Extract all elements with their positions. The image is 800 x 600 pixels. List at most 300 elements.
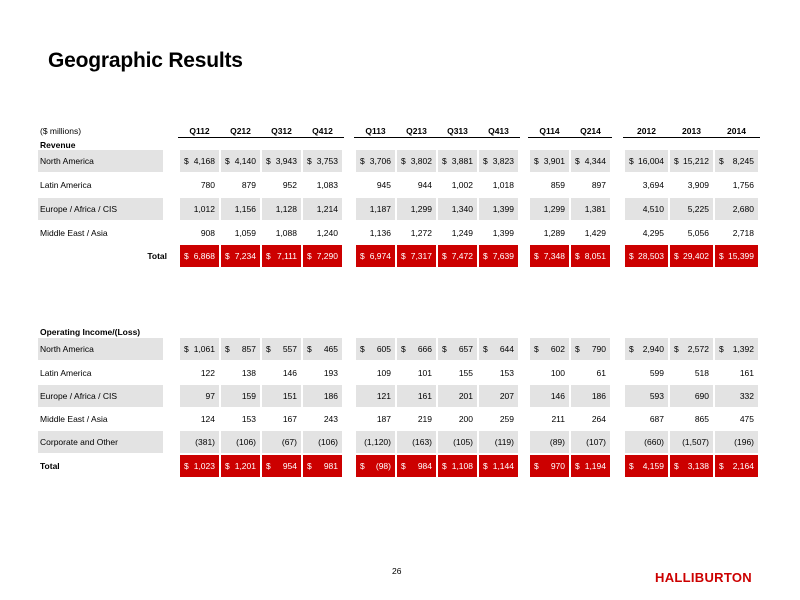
row-label: Europe / Africa / CIS — [40, 204, 118, 214]
cell-value: 332 — [739, 391, 754, 401]
data-cell — [571, 385, 610, 407]
cell-value: 1,012 — [193, 204, 215, 214]
total-cell — [625, 245, 668, 267]
data-cell — [221, 150, 260, 172]
cell-value: 155 — [458, 368, 473, 378]
cell-value: 16,004 — [638, 156, 664, 166]
cell-value: 122 — [200, 368, 215, 378]
cell-value: 465 — [323, 344, 338, 354]
dollar-sign: $ — [184, 461, 189, 471]
total-cell — [715, 245, 758, 267]
cell-value: 599 — [649, 368, 664, 378]
total-cell — [530, 245, 569, 267]
dollar-sign: $ — [307, 461, 312, 471]
column-header: Q413 — [488, 126, 509, 136]
data-cell — [530, 431, 569, 453]
cell-value: 1,429 — [584, 228, 606, 238]
cell-value: 146 — [550, 391, 565, 401]
data-cell — [262, 150, 301, 172]
cell-value: 243 — [323, 414, 338, 424]
data-cell — [625, 362, 668, 384]
data-cell — [262, 431, 301, 453]
cell-value: 2,572 — [687, 344, 709, 354]
data-cell — [262, 338, 301, 360]
cell-value: 518 — [694, 368, 709, 378]
cell-value: 4,344 — [584, 156, 606, 166]
data-cell — [303, 408, 342, 430]
dollar-sign: $ — [442, 251, 447, 261]
total-value: 29,402 — [683, 251, 709, 261]
data-cell — [571, 198, 610, 220]
data-cell — [670, 431, 713, 453]
cell-value: 780 — [200, 180, 215, 190]
cell-value: 1,083 — [316, 180, 338, 190]
column-header: Q412 — [312, 126, 333, 136]
section-heading: Operating Income/(Loss) — [40, 327, 141, 337]
column-header: 2013 — [682, 126, 701, 136]
dollar-sign: $ — [225, 251, 230, 261]
cell-value: 101 — [417, 368, 432, 378]
cell-value: 3,901 — [543, 156, 565, 166]
cell-value: 690 — [694, 391, 709, 401]
dollar-sign: $ — [483, 251, 488, 261]
cell-value: 124 — [200, 414, 215, 424]
total-value: 7,234 — [234, 251, 256, 261]
total-cell — [303, 245, 342, 267]
cell-value: 593 — [649, 391, 664, 401]
data-cell — [715, 385, 758, 407]
cell-value: 1,061 — [193, 344, 215, 354]
row-label: Latin America — [40, 180, 92, 190]
cell-value: 201 — [458, 391, 473, 401]
data-cell — [438, 174, 477, 196]
dollar-sign: $ — [719, 344, 724, 354]
cell-value: 146 — [282, 368, 297, 378]
data-cell — [715, 338, 758, 360]
cell-value: (660) — [644, 437, 664, 447]
data-cell — [180, 362, 219, 384]
cell-value: 644 — [499, 344, 514, 354]
data-cell — [670, 338, 713, 360]
dollar-sign: $ — [184, 156, 189, 166]
data-cell — [356, 408, 395, 430]
cell-value: 945 — [376, 180, 391, 190]
total-value: 981 — [323, 461, 338, 471]
data-cell — [479, 222, 518, 244]
total-cell — [356, 455, 395, 477]
total-cell — [180, 455, 219, 477]
data-cell — [356, 174, 395, 196]
data-cell — [262, 198, 301, 220]
cell-value: 15,212 — [683, 156, 709, 166]
data-cell — [530, 385, 569, 407]
cell-value: (105) — [453, 437, 473, 447]
data-cell — [571, 222, 610, 244]
data-cell — [715, 222, 758, 244]
cell-value: 100 — [550, 368, 565, 378]
cell-value: 605 — [376, 344, 391, 354]
data-cell — [670, 198, 713, 220]
dollar-sign: $ — [575, 156, 580, 166]
halliburton-logo: HALLIBURTON — [655, 570, 752, 585]
data-cell — [670, 362, 713, 384]
dollar-sign: $ — [719, 251, 724, 261]
column-header: 2014 — [727, 126, 746, 136]
data-cell — [438, 385, 477, 407]
column-header: Q212 — [230, 126, 251, 136]
data-cell — [397, 431, 436, 453]
dollar-sign: $ — [225, 344, 230, 354]
column-header: Q213 — [406, 126, 427, 136]
data-cell — [356, 431, 395, 453]
total-cell — [397, 245, 436, 267]
cell-value: 2,940 — [642, 344, 664, 354]
cell-value: 666 — [417, 344, 432, 354]
dollar-sign: $ — [307, 251, 312, 261]
total-cell — [221, 245, 260, 267]
dollar-sign: $ — [360, 156, 365, 166]
dollar-sign: $ — [401, 344, 406, 354]
dollar-sign: $ — [534, 344, 539, 354]
data-cell — [356, 222, 395, 244]
data-cell — [180, 174, 219, 196]
dollar-sign: $ — [629, 344, 634, 354]
data-cell — [180, 198, 219, 220]
dollar-sign: $ — [719, 156, 724, 166]
data-cell — [438, 362, 477, 384]
dollar-sign: $ — [483, 344, 488, 354]
data-cell — [479, 198, 518, 220]
cell-value: 1,299 — [410, 204, 432, 214]
total-value: 4,159 — [642, 461, 664, 471]
data-cell — [303, 362, 342, 384]
total-cell — [262, 455, 301, 477]
total-cell — [180, 245, 219, 267]
data-cell — [438, 431, 477, 453]
column-header: Q312 — [271, 126, 292, 136]
row-label: North America — [40, 156, 94, 166]
cell-value: (381) — [195, 437, 215, 447]
cell-value: 109 — [376, 368, 391, 378]
cell-value: 4,510 — [642, 204, 664, 214]
section-heading: Revenue — [40, 140, 76, 150]
cell-value: 1,249 — [451, 228, 473, 238]
cell-value: 1,756 — [732, 180, 754, 190]
total-value: 8,051 — [584, 251, 606, 261]
cell-value: 3,802 — [410, 156, 432, 166]
data-cell — [356, 362, 395, 384]
data-cell — [221, 362, 260, 384]
column-header: Q214 — [580, 126, 601, 136]
data-cell — [262, 174, 301, 196]
total-cell — [670, 245, 713, 267]
cell-value: 908 — [200, 228, 215, 238]
data-cell — [625, 150, 668, 172]
cell-value: 193 — [323, 368, 338, 378]
total-cell — [670, 455, 713, 477]
data-cell — [479, 408, 518, 430]
data-cell — [397, 222, 436, 244]
dollar-sign: $ — [534, 461, 539, 471]
cell-value: 1,299 — [543, 204, 565, 214]
dollar-sign: $ — [266, 344, 271, 354]
column-header: Q114 — [539, 126, 560, 136]
cell-value: 1,156 — [234, 204, 256, 214]
cell-value: 1,392 — [732, 344, 754, 354]
total-value: 15,399 — [728, 251, 754, 261]
dollar-sign: $ — [674, 461, 679, 471]
data-cell — [625, 174, 668, 196]
cell-value: 857 — [241, 344, 256, 354]
dollar-sign: $ — [360, 461, 365, 471]
data-cell — [715, 408, 758, 430]
data-cell — [530, 198, 569, 220]
cell-value: 61 — [596, 368, 606, 378]
data-cell — [479, 385, 518, 407]
cell-value: 4,168 — [193, 156, 215, 166]
data-cell — [303, 431, 342, 453]
data-cell — [262, 362, 301, 384]
data-cell — [180, 222, 219, 244]
cell-value: (196) — [734, 437, 754, 447]
data-cell — [715, 198, 758, 220]
cell-value: 161 — [739, 368, 754, 378]
cell-value: 8,245 — [732, 156, 754, 166]
page-number: 26 — [392, 566, 402, 576]
cell-value: 1,088 — [275, 228, 297, 238]
dollar-sign: $ — [719, 461, 724, 471]
data-cell — [479, 362, 518, 384]
data-cell — [479, 174, 518, 196]
cell-value: (1,120) — [364, 437, 391, 447]
data-cell — [715, 150, 758, 172]
dollar-sign: $ — [483, 156, 488, 166]
dollar-sign: $ — [674, 344, 679, 354]
data-cell — [180, 431, 219, 453]
data-cell — [221, 174, 260, 196]
data-cell — [625, 222, 668, 244]
data-cell — [625, 198, 668, 220]
cell-value: 1,136 — [369, 228, 391, 238]
cell-value: 3,943 — [275, 156, 297, 166]
cell-value: 167 — [282, 414, 297, 424]
column-header: Q313 — [447, 126, 468, 136]
cell-value: (89) — [549, 437, 565, 447]
total-value: 1,194 — [584, 461, 606, 471]
data-cell — [479, 150, 518, 172]
row-label: Europe / Africa / CIS — [40, 391, 118, 401]
total-cell — [479, 245, 518, 267]
data-cell — [670, 408, 713, 430]
data-cell — [303, 198, 342, 220]
cell-value: 159 — [241, 391, 256, 401]
data-cell — [180, 150, 219, 172]
cell-value: 1,399 — [492, 204, 514, 214]
data-cell — [479, 338, 518, 360]
data-cell — [479, 431, 518, 453]
column-header: 2012 — [637, 126, 656, 136]
data-cell — [356, 338, 395, 360]
cell-value: 211 — [551, 414, 565, 424]
total-cell — [625, 455, 668, 477]
dollar-sign: $ — [483, 461, 488, 471]
data-cell — [397, 362, 436, 384]
total-value: 7,639 — [492, 251, 514, 261]
cell-value: 1,240 — [316, 228, 338, 238]
cell-value: 219 — [417, 414, 432, 424]
data-cell — [180, 385, 219, 407]
cell-value: 3,753 — [316, 156, 338, 166]
column-header: Q112 — [189, 126, 210, 136]
cell-value: 3,881 — [451, 156, 473, 166]
cell-value: 161 — [417, 391, 432, 401]
data-cell — [571, 174, 610, 196]
cell-value: 859 — [550, 180, 565, 190]
data-cell — [438, 408, 477, 430]
total-value: 7,348 — [543, 251, 565, 261]
cell-value: 4,295 — [642, 228, 664, 238]
cell-value: 865 — [694, 414, 709, 424]
column-header: Q113 — [365, 126, 386, 136]
cell-value: 207 — [499, 391, 514, 401]
cell-value: 1,340 — [451, 204, 473, 214]
cell-value: (163) — [412, 437, 432, 447]
data-cell — [221, 408, 260, 430]
cell-value: 153 — [241, 414, 256, 424]
dollar-sign: $ — [442, 344, 447, 354]
cell-value: 5,225 — [687, 204, 709, 214]
data-cell — [530, 150, 569, 172]
dollar-sign: $ — [266, 156, 271, 166]
data-cell — [670, 222, 713, 244]
dollar-sign: $ — [575, 251, 580, 261]
cell-value: 151 — [282, 391, 297, 401]
dollar-sign: $ — [360, 251, 365, 261]
cell-value: 3,694 — [642, 180, 664, 190]
data-cell — [397, 338, 436, 360]
total-cell — [530, 455, 569, 477]
dollar-sign: $ — [401, 461, 406, 471]
total-value: 3,138 — [687, 461, 709, 471]
cell-value: 3,706 — [369, 156, 391, 166]
cell-value: 186 — [323, 391, 338, 401]
data-cell — [356, 150, 395, 172]
total-value: 7,290 — [316, 251, 338, 261]
cell-value: 200 — [458, 414, 473, 424]
data-cell — [221, 431, 260, 453]
cell-value: 3,823 — [492, 156, 514, 166]
cell-value: 1,381 — [584, 204, 606, 214]
cell-value: 944 — [417, 180, 432, 190]
dollar-sign: $ — [307, 156, 312, 166]
dollar-sign: $ — [629, 251, 634, 261]
data-cell — [715, 431, 758, 453]
cell-value: 186 — [591, 391, 606, 401]
total-value: 1,201 — [234, 461, 256, 471]
total-value: 7,472 — [451, 251, 473, 261]
dollar-sign: $ — [225, 156, 230, 166]
total-value: 1,108 — [451, 461, 473, 471]
data-cell — [670, 150, 713, 172]
dollar-sign: $ — [401, 156, 406, 166]
data-cell — [180, 408, 219, 430]
dollar-sign: $ — [674, 251, 679, 261]
cell-value: 602 — [550, 344, 565, 354]
total-cell — [571, 245, 610, 267]
data-cell — [397, 174, 436, 196]
data-cell — [262, 385, 301, 407]
data-cell — [530, 174, 569, 196]
data-cell — [625, 431, 668, 453]
cell-value: 121 — [376, 391, 391, 401]
total-cell — [571, 455, 610, 477]
cell-value: 687 — [649, 414, 664, 424]
dollar-sign: $ — [184, 251, 189, 261]
total-label: Total — [40, 461, 60, 471]
total-value: 954 — [282, 461, 297, 471]
cell-value: 259 — [499, 414, 514, 424]
header-underline — [623, 137, 760, 138]
dollar-sign: $ — [307, 344, 312, 354]
data-cell — [221, 198, 260, 220]
cell-value: 879 — [241, 180, 256, 190]
data-cell — [262, 408, 301, 430]
data-cell — [571, 362, 610, 384]
cell-value: 1,018 — [492, 180, 514, 190]
dollar-sign: $ — [401, 251, 406, 261]
cell-value: (119) — [494, 437, 514, 447]
dollar-sign: $ — [534, 251, 539, 261]
data-cell — [530, 408, 569, 430]
data-cell — [438, 150, 477, 172]
total-value: 28,503 — [638, 251, 664, 261]
data-cell — [670, 385, 713, 407]
dollar-sign: $ — [266, 251, 271, 261]
data-cell — [625, 338, 668, 360]
cell-value: 153 — [499, 368, 514, 378]
total-value: 2,164 — [732, 461, 754, 471]
total-cell — [438, 455, 477, 477]
total-label: Total — [147, 251, 167, 261]
cell-value: 3,909 — [687, 180, 709, 190]
total-value: 984 — [417, 461, 432, 471]
data-cell — [438, 222, 477, 244]
cell-value: 1,187 — [369, 204, 391, 214]
data-cell — [221, 385, 260, 407]
cell-value: 1,002 — [451, 180, 473, 190]
row-label: Middle East / Asia — [40, 414, 108, 424]
data-cell — [397, 150, 436, 172]
cell-value: 4,140 — [234, 156, 256, 166]
total-cell — [397, 455, 436, 477]
cell-value: (67) — [281, 437, 297, 447]
cell-value: 2,718 — [732, 228, 754, 238]
cell-value: 5,056 — [687, 228, 709, 238]
dollar-sign: $ — [225, 461, 230, 471]
total-cell — [715, 455, 758, 477]
cell-value: (106) — [318, 437, 338, 447]
total-cell — [262, 245, 301, 267]
header-underline — [528, 137, 612, 138]
dollar-sign: $ — [442, 156, 447, 166]
data-cell — [571, 150, 610, 172]
data-cell — [303, 385, 342, 407]
data-cell — [438, 338, 477, 360]
data-cell — [397, 408, 436, 430]
cell-value: 1,289 — [543, 228, 565, 238]
data-cell — [221, 338, 260, 360]
units-label: ($ millions) — [40, 126, 82, 136]
